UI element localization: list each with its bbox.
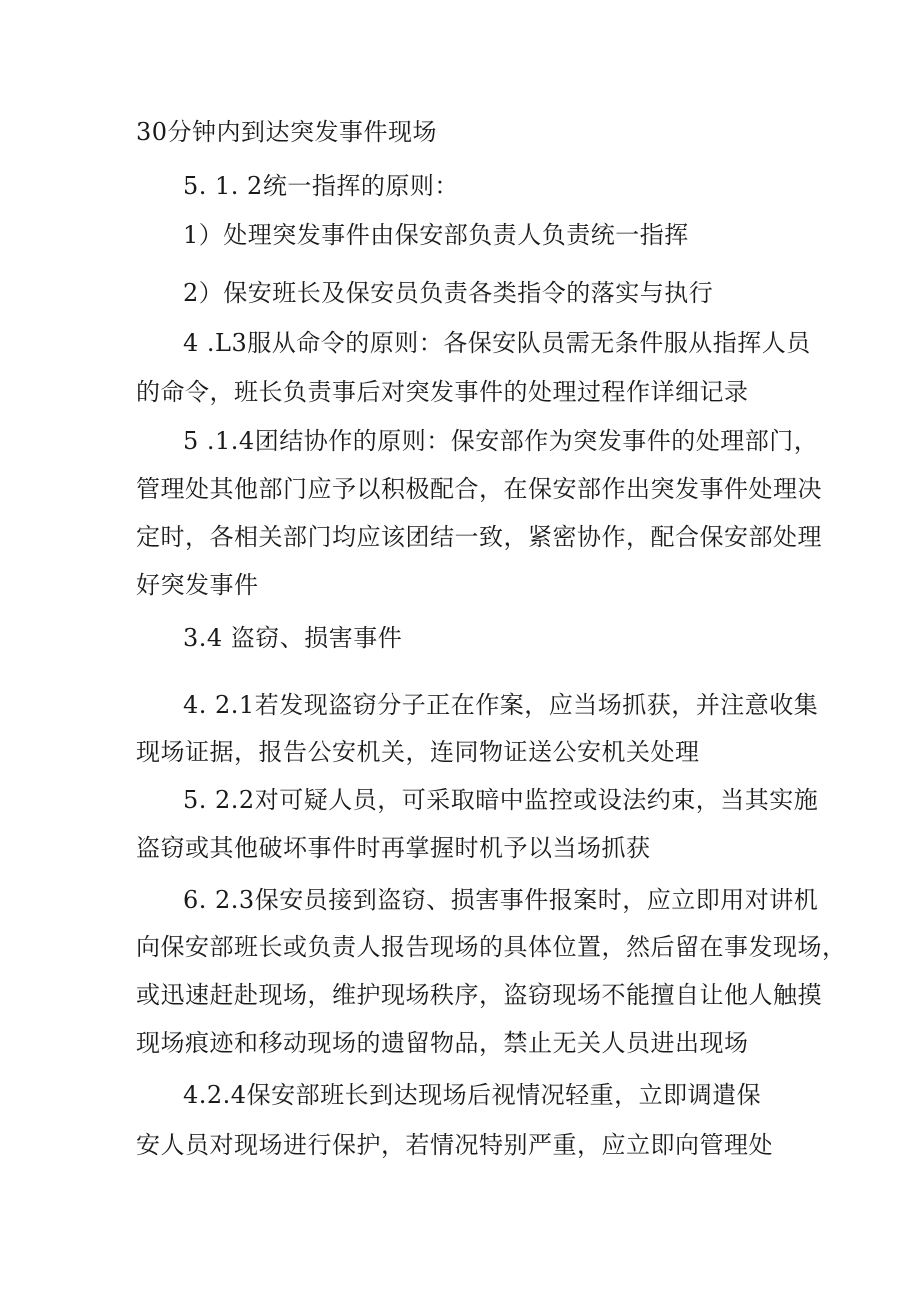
text-line: 管理处其他部门应予以积极配合，在保安部作出突发事件处理决: [136, 475, 822, 503]
list-item: 2）保安班长及保安员负责各类指令的落实与执行: [183, 279, 714, 307]
paragraph-start: 5. 2.2对可疑人员，可采取暗中监控或设法约束，当其实施: [183, 786, 819, 814]
paragraph-start: 6. 2.3保安员接到盗窃、损害事件报案时，应立即用对讲机: [183, 886, 819, 914]
text-line: 现场痕迹和移动现场的遗留物品，禁止无关人员进出现场: [136, 1029, 749, 1057]
text-line: 定时，各相关部门均应该团结一致，紧密协作，配合保安部处理: [136, 523, 822, 551]
paragraph-start: 4. 2.1若发现盗窃分子正在作案，应当场抓获，并注意收集: [183, 691, 819, 719]
text-line: 向保安部班长或负责人报告现场的具体位置，然后留在事发现场，: [136, 933, 847, 961]
paragraph-start: 5 .1.4团结协作的原则：保安部作为突发事件的处理部门，: [183, 427, 819, 455]
text-line: 现场证据，报告公安机关，连同物证送公安机关处理: [136, 738, 700, 766]
text-line: 30分钟内到达突发事件现场: [136, 118, 438, 146]
section-heading: 5. 1. 2统一指挥的原则：: [183, 172, 459, 200]
text-line: 或迅速赶赴现场，维护现场秩序，盗窃现场不能擅自让他人触摸: [136, 981, 822, 1009]
text-line: 好突发事件: [136, 571, 259, 599]
text-line: 盗窃或其他破坏事件时再掌握时机予以当场抓获: [136, 834, 651, 862]
list-item: 1）处理突发事件由保安部负责人负责统一指挥: [183, 221, 689, 249]
text-line: 安人员对现场进行保护，若情况特别严重，应立即向管理处: [136, 1131, 773, 1159]
paragraph-start: 4.2.4保安部班长到达现场后视情况轻重，立即调遣保: [183, 1081, 762, 1109]
paragraph-start: 4 .L3服从命令的原则：各保安队员需无条件服从指挥人员: [183, 329, 811, 357]
text-line: 的命令，班长负责事后对突发事件的处理过程作详细记录: [136, 378, 749, 406]
section-heading: 3.4 盗窃、损害事件: [183, 624, 403, 652]
